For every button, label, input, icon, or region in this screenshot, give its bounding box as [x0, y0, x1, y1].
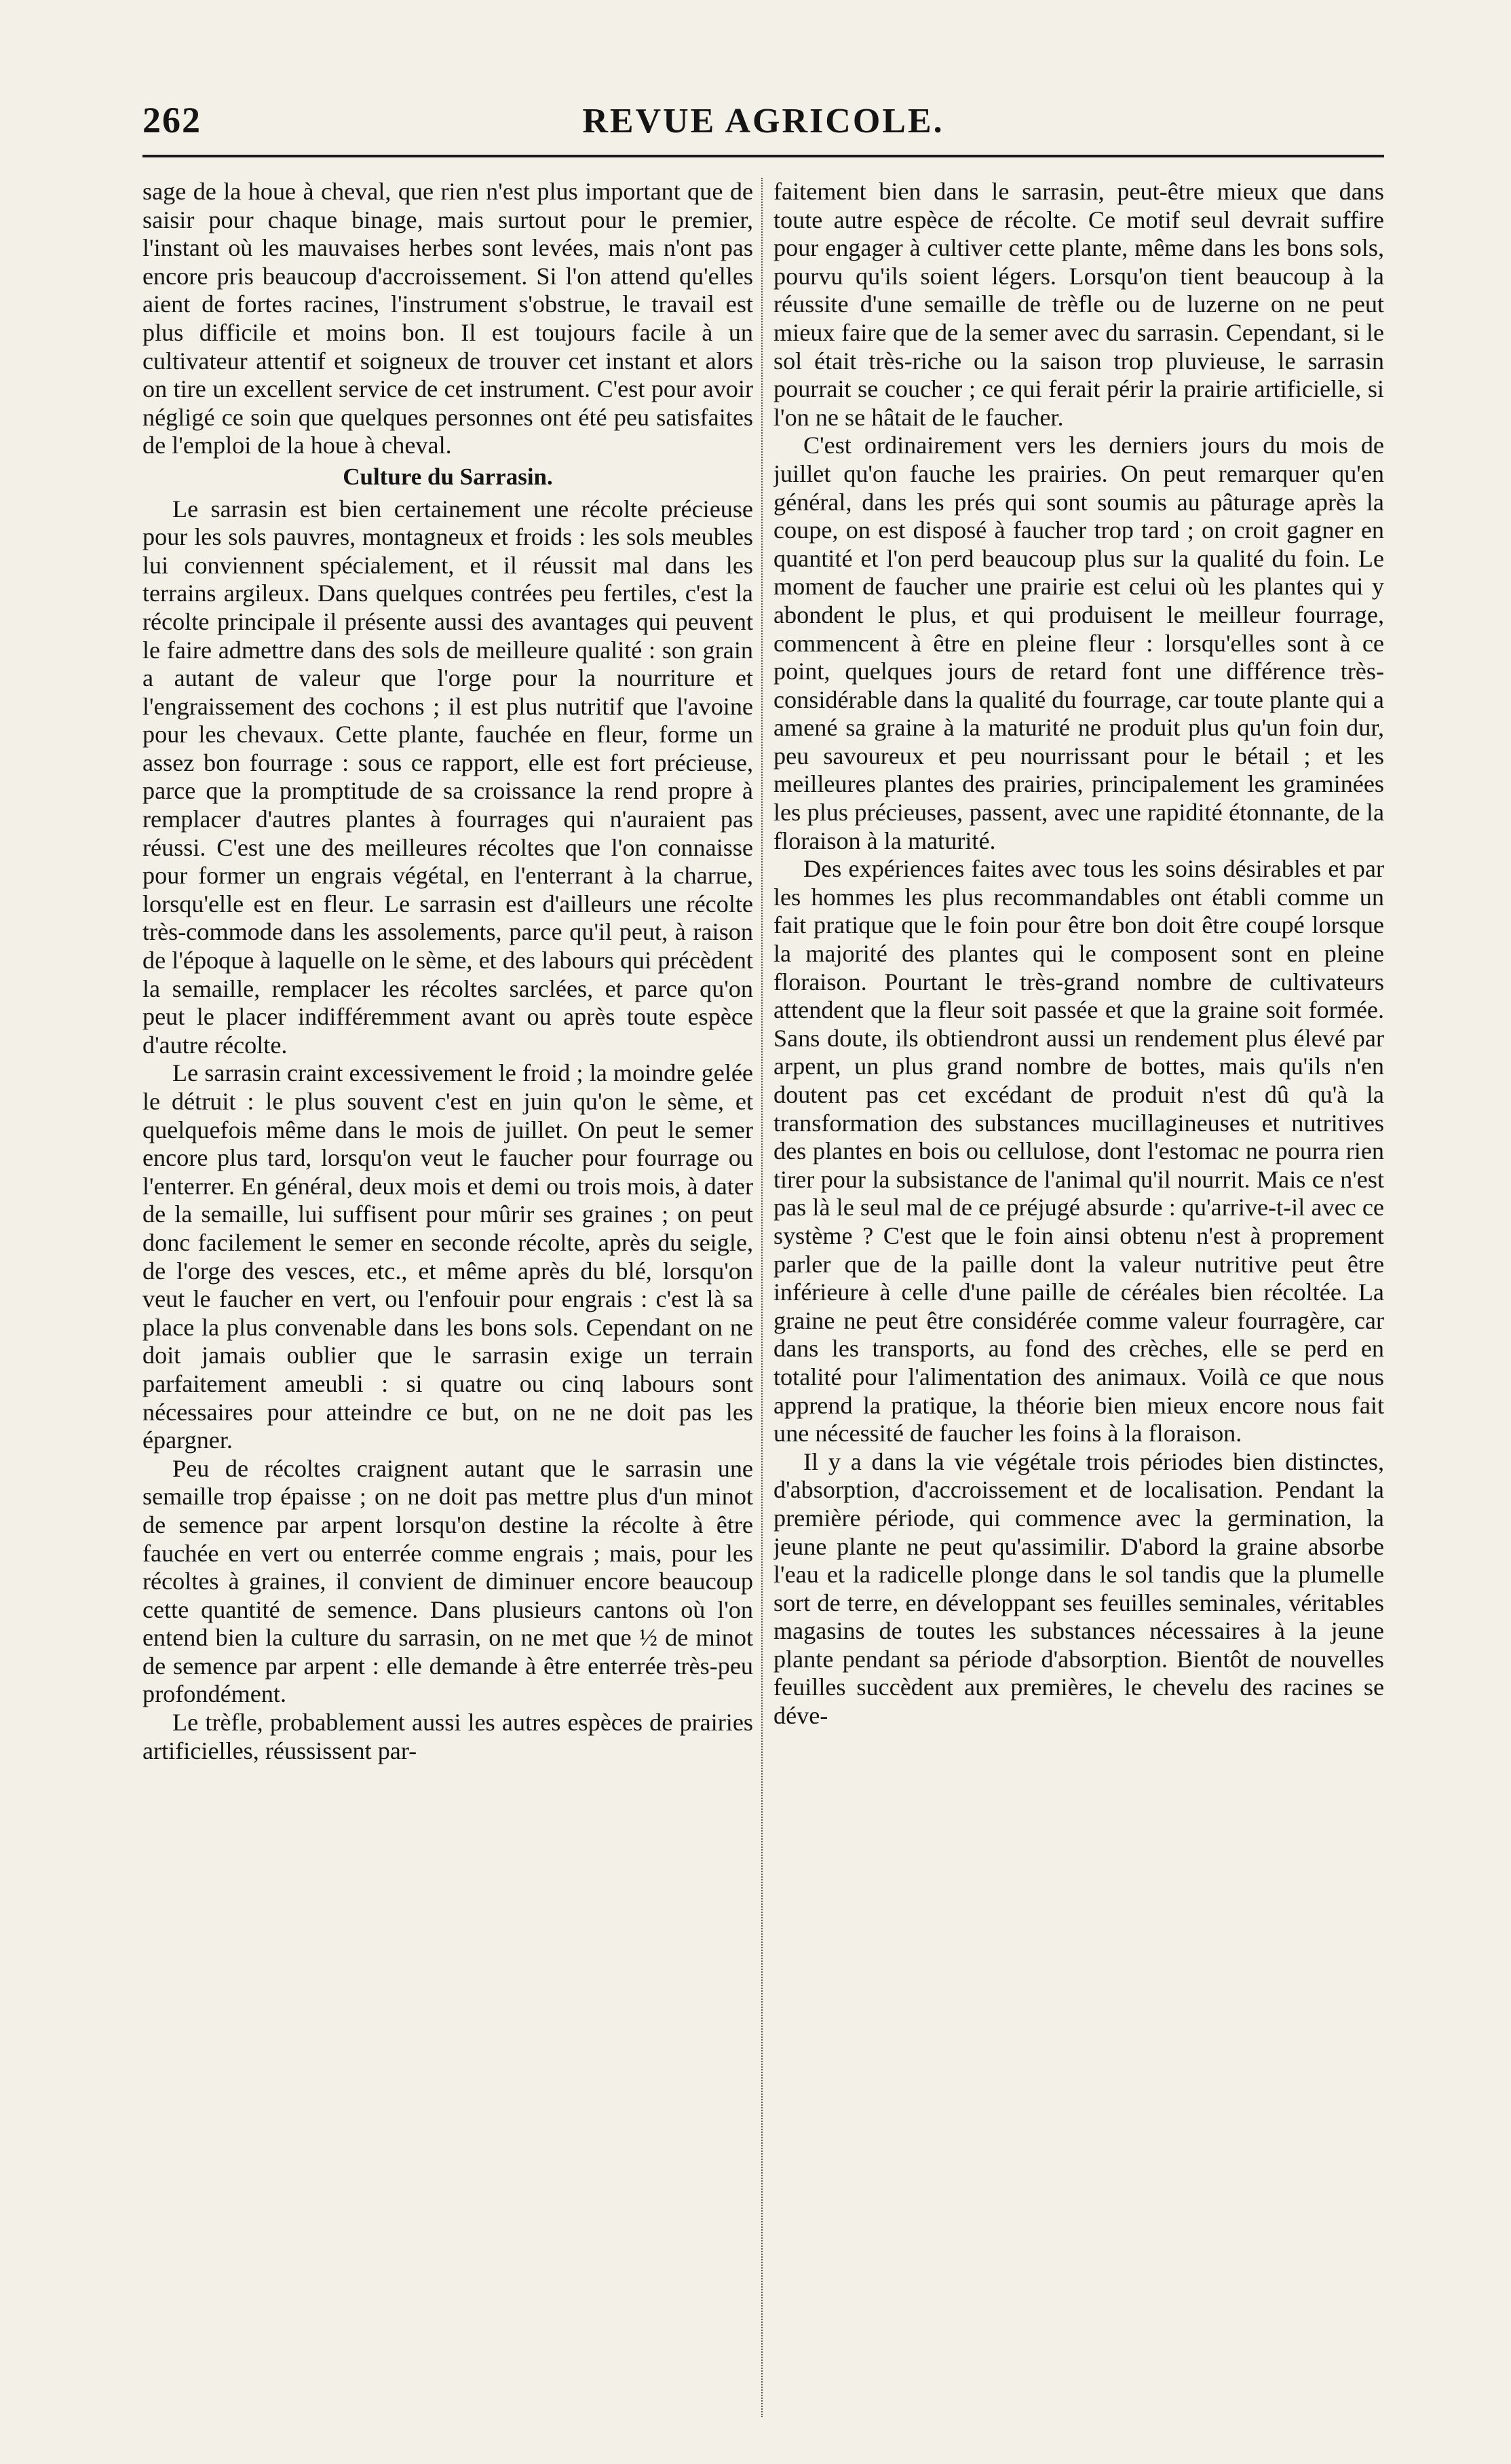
section-title: Culture du Sarrasin.	[343, 463, 553, 490]
paragraph: faitement bien dans le sarrasin, peut-être mieux que dans toute autre espèce de récolte. Ce motif seul devrait suffire pour engager à cultiver cette plante, même dans les bons sols, pourvu qu'ils soient légers. Lorsqu'on tient beaucoup à la réussite d'une semaille de trèfle ou de luzerne on ne peut mieux faire que de la semer avec du sarrasin. Cependant, si le sol était très-riche ou la saison trop pluvieuse, le sarrasin pourrait se coucher ; ce qui ferait périr la prairie artificielle, si l'on ne se hâtait de le faucher.	[773, 178, 1384, 431]
page-number: 262	[142, 100, 202, 140]
column-divider	[761, 178, 763, 2417]
left-column	[142, 178, 753, 2424]
page-header	[142, 87, 1384, 141]
paragraph: Le sarrasin est bien certainement une récolte précieuse pour les sols pauvres, montagneux et froids : les sols meubles lui conviennent spécialement, et il réussit mal dans les terrains argileux. Dans quelques contrées peu fertiles, c'est la récolte principale il présente aussi des avantages qui peuvent le faire admettre dans des sols de meilleure qualité : son grain a autant de valeur que l'orge pour la nourriture et l'engraissement des cochons ; il est plus nutritif que l'avoine pour les chevaux. Cette plante, fauchée en fleur, forme un assez bon fourrage : sous ce rapport, elle est fort précieuse, parce que la promptitude de sa croissance la rend propre à remplacer d'autres plantes à fourrages qui n'auraient pas réussi. C'est une des meilleures récoltes que l'on connaisse pour former un engrais végétal, en l'enterrant à la charrue, lorsqu'elle est en fleur. Le sarrasin est d'ailleurs une récolte très-commode dans les assolements, parce qu'il peut, à raison de l'époque à laquelle on le sème, et des labours qui précèdent la semaille, remplacer les récoltes sarclées, et parce qu'on peut le placer indifféremment avant ou après toute espèce d'autre récolte.	[142, 495, 753, 1059]
paragraph: Le sarrasin craint excessivement le froid ; la moindre gelée le détruit : le plus souvent c'est en juin qu'on le sème, et quelquefois même dans le mois de juillet. On peut le semer encore plus tard, lorsqu'on veut le faucher pour fourrage ou l'enterrer. En général, deux mois et demi ou trois mois, à dater de la semaille, lui suffisent pour mûrir ses graines ; on peut donc facilement le semer en seconde récolte, après du seigle, de l'orge des vesces, etc., et même après du blé, lorsqu'on veut le faucher en vert, ou l'enfouir pour engrais : c'est là sa place la plus convenable dans les bons sols. Cependant on ne doit jamais oublier que le sarrasin exige un terrain parfaitement ameubli : si quatre ou cinq labours sont nécessaires pour atteindre ce but, on ne ne doit pas les épargner.	[142, 1059, 753, 1454]
paragraph: Peu de récoltes craignent autant que le sarrasin une semaille trop épaisse ; on ne doit pas mettre plus d'un minot de semence par arpent lorsqu'on destine la récolte à être fauchée en vert ou enterrée comme engrais ; mais, pour les récoltes à graines, il convient de diminuer encore beaucoup cette quantité de semence. Dans plusieurs cantons où l'on entend bien la culture du sarrasin, on ne met que ½ de minot de semence par arpent : elle demande à être enterrée très-peu profondément.	[142, 1454, 753, 1708]
header-rule	[142, 155, 1384, 157]
paragraph: Le trèfle, probablement aussi les autres espèces de prairies artificielles, réussissent par-	[142, 1709, 753, 1764]
paragraph: C'est ordinairement vers les derniers jours du mois de juillet qu'on fauche les prairies. On peut remarquer qu'en général, dans les prés qui sont soumis au pâturage après la coupe, on est disposé à faucher trop tard ; on croit gagner en quantité et l'on perd beaucoup plus sur la qualité du foin. Le moment de faucher une prairie est celui où les plantes qui y abondent le plus, et qui produisent le meilleur fourrage, commencent à être en pleine fleur : lorsqu'elles sont à ce point, quelques jours de retard font une différence très-considérable dans la qualité du fourrage, car toute plante qui a amené sa graine à la maturité ne produit plus qu'un foin dur, peu savoureux et peu nourrissant pour le bétail ; et les meilleures plantes des prairies, principalement les graminées les plus précieuses, passent, avec une rapidité étonnante, de la floraison à la maturité.	[773, 432, 1384, 854]
paragraph: Il y a dans la vie végétale trois périodes bien distinctes, d'absorption, d'accroissement et de localisation. Pendant la première période, qui commence avec la germination, la jeune plante ne peut qu'assimilir. D'abord la graine absorbe l'eau et la radicelle plonge dans le sol tandis que la plumelle sort de terre, en développant ses feuilles seminales, véritables magasins de toutes les substances nécessaires à la jeune plante pendant sa période d'absorption. Bientôt de nouvelles feuilles succèdent aux premières, le chevelu des racines se déve-	[773, 1447, 1384, 1730]
running-title: REVUE AGRICOLE.	[582, 102, 944, 140]
paragraph: Des expériences faites avec tous les soins désirables et par les hommes les plus recommandables ont établi comme un fait pratique que le foin pour être bon doit être coupé lorsque la majorité des plantes qui le composent sont en pleine floraison. Pourtant le très-grand nombre de cultivateurs attendent que la fleur soit passée et que la graine soit formée. Sans doute, ils obtiendront aussi un rendement plus élevé par arpent, un plus grand nombre de bottes, mais qu'ils n'en doutent pas cet excédant de produit n'est dû qu'à la transformation des substances mucillagineuses et nutritives des plantes en bois ou cellulose, dont l'estomac ne pourra rien tirer pour la subsistance de l'animal qu'il nourrit. Mais ce n'est pas là le seul mal de ce préjugé absurde : qu'arrive-t-il avec ce système ? C'est que le foin ainsi obtenu n'est à proprement parler que de la paille dont la valeur nutritive peut être inférieure à celle d'une paille de céréales bien récoltée. La graine ne peut être considérée comme valeur fourragère, car dans les transports, au fond des crèches, elle se perd en totalité pour l'alimentation des animaux. Voilà ce que nous apprend la pratique, la théorie bien mieux encore nous fait une nécessité de faucher les foins à la floraison.	[773, 855, 1384, 1447]
paragraph: sage de la houe à cheval, que rien n'est plus important que de saisir pour chaque binage, mais surtout pour le premier, l'instant où les mauvaises herbes sont levées, mais n'ont pas encore pris beaucoup d'accroissement. Si l'on attend qu'elles aient de fortes racines, l'instrument s'obstrue, le travail est plus difficile et moins bon. Il est toujours facile à un cultivateur attentif et soigneux de trouver cet instant et alors on tire un excellent service de cet instrument. C'est pour avoir négligé ce soin que quelques personnes ont été peu satisfaites de l'emploi de la houe à cheval.	[142, 178, 753, 459]
right-column	[773, 178, 1384, 2424]
